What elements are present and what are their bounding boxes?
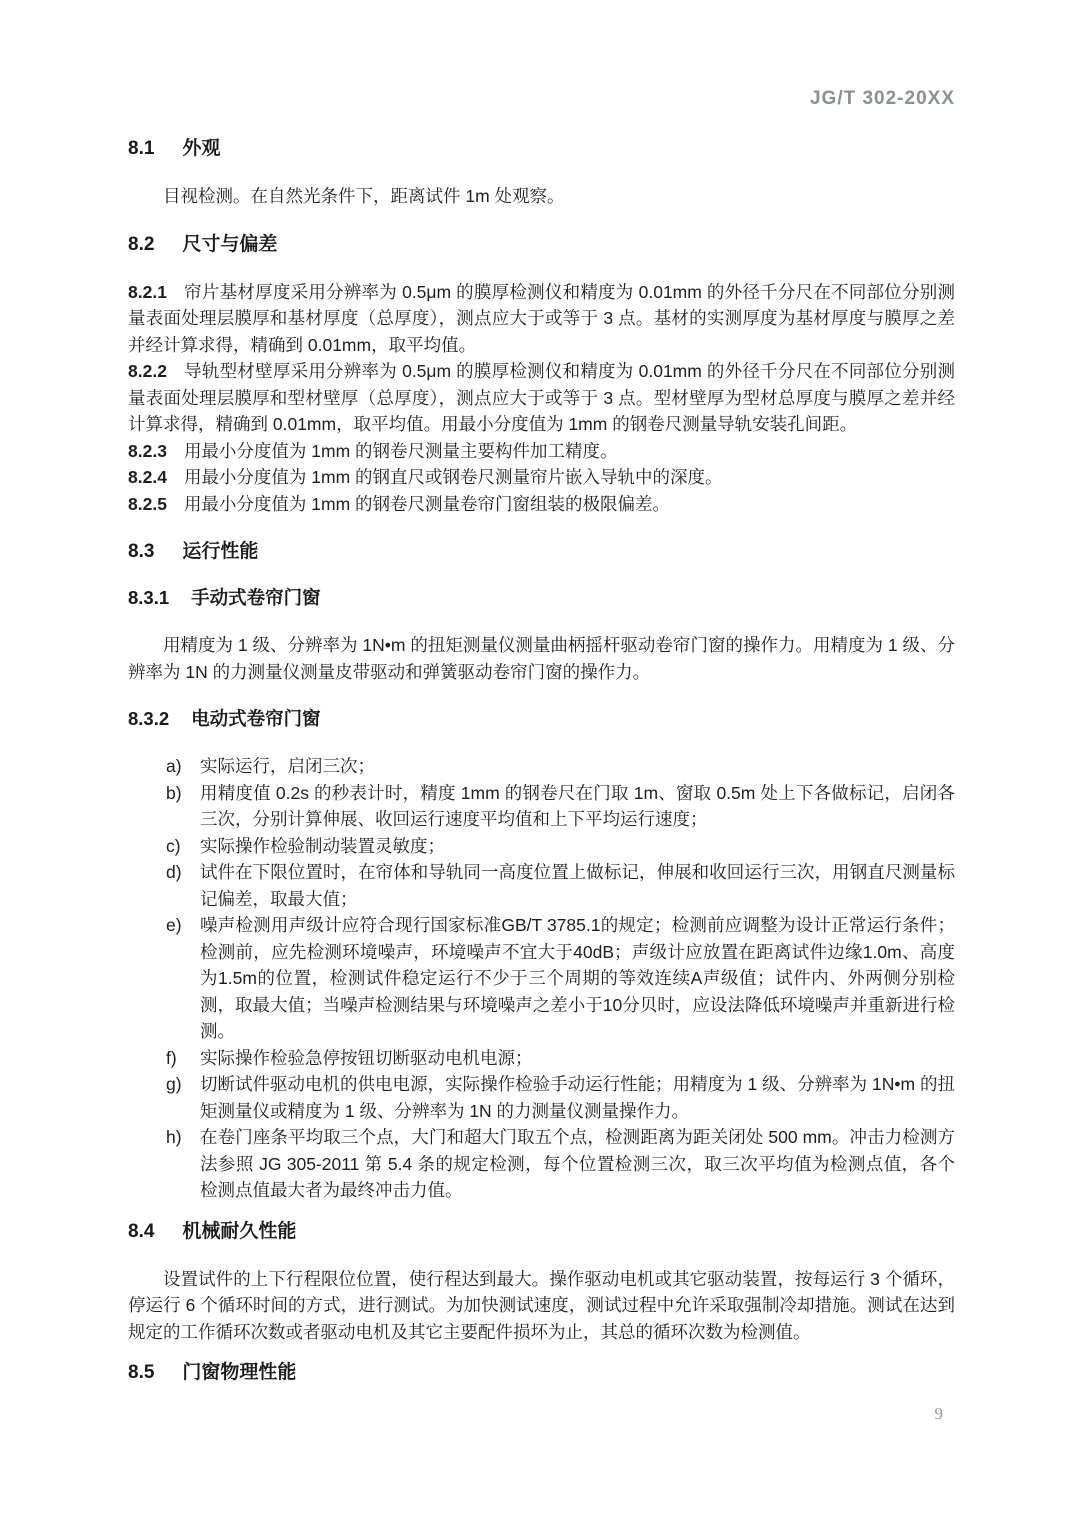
section-number: 8.1 [128, 138, 155, 159]
list-item-text: 切断试件驱动电机的供电电源，实际操作检验手动运行性能；用精度为 1 级、分辨率为 1N•m 的扭矩测量仪或精度为 1 级、分辨率为 1N 的力测量仪测量操作力。 [200, 1074, 955, 1121]
subsection-number: 8.3.2 [128, 708, 170, 729]
subsection-title: 手动式卷帘门窗 [191, 587, 321, 608]
list-item-c [128, 833, 955, 860]
alpha-list [128, 753, 955, 1204]
page-header [128, 88, 955, 114]
standard-code: JG/T 302-20XX [809, 88, 955, 109]
list-item-label: d) [166, 862, 182, 882]
clause-text: 用最小分度值为 1mm 的钢卷尺测量主要构件加工精度。 [183, 440, 618, 461]
clause-8-2-1 [128, 279, 955, 359]
subsection-heading-8-3-2 [128, 707, 955, 731]
list-item-h [128, 1124, 955, 1204]
list-item-label: c) [166, 835, 181, 856]
section-title: 运行性能 [182, 541, 259, 562]
list-item-text: 用精度值 0.2s 的秒表计时，精度 1mm 的钢卷尺在门取 1m、窗取 0.5m 处上下各做标记，启闭各三次，分别计算伸展、收回运行速度平均值和上下平均运行速度； [200, 782, 955, 829]
list-item-a [128, 753, 955, 780]
list-item-label: a) [166, 756, 182, 776]
list-item-text: 在卷门座条平均取三个点，大门和超大门取五个点，检测距离为距关闭处 500 mm。冲击力检测方法参照 JG 305-2011 第 5.4 条的规定检测，每个位置检测三次，取三次平均值为检测点值，各个检测点值最大者为最终冲击力值。 [200, 1127, 955, 1200]
body-paragraph: 设置试件的上下行程限位位置，使行程达到最大。操作驱动电机或其它驱动装置，按每运行 3 个循环，停运行 6 个循环时间的方式，进行测试。为加快测试速度，测试过程中允许采取强制冷却措施。测试在达到规定的工作循环次数或者驱动电机及其它主要配件损坏为止，其总的循环次数为检测值。 [128, 1268, 955, 1342]
list-item-text: 实际操作检验急停按钮切断驱动电机电源； [200, 1047, 533, 1068]
list-item-label: g) [166, 1074, 182, 1094]
clause-8-2-2 [128, 358, 955, 438]
clause-text: 帘片基材厚度采用分辨率为 0.5μm 的膜厚检测仪和精度为 0.01mm 的外径千分尺在不同部位分别测量表面处理层膜厚和基材厚度（总厚度），测点应大于或等于 3 点。基材的实测厚度为基材厚度与膜厚之差并经计算求得，精确到 0.01mm，取平均值。 [128, 281, 955, 355]
list-item-label: b) [166, 782, 182, 803]
clause-text: 用最小分度值为 1mm 的钢直尺或钢卷尺测量帘片嵌入导轨中的深度。 [183, 467, 723, 487]
clause-8-2-5 [128, 491, 955, 518]
clause-number: 8.2.1 [128, 281, 167, 302]
clause-number: 8.2.4 [128, 467, 167, 487]
section-number: 8.3 [128, 541, 155, 562]
list-item-text: 试件在下限位置时，在帘体和导轨同一高度位置上做标记，伸展和收回运行三次，用钢直尺测量标记偏差，取最大值； [200, 862, 955, 909]
section-title: 机械耐久性能 [182, 1220, 297, 1242]
list-item-e [128, 912, 955, 1045]
section-number: 8.5 [128, 1362, 155, 1383]
body-paragraph: 用精度为 1 级、分辨率为 1N•m 的扭矩测量仪测量曲柄摇杆驱动卷帘门窗的操作力。用精度为 1 级、分辨率为 1N 的力测量仪测量皮带驱动和弹簧驱动卷帘门窗的操作力。 [128, 635, 955, 682]
list-item-text: 实际运行，启闭三次； [200, 756, 375, 776]
subsection-title: 电动式卷帘门窗 [191, 708, 321, 729]
clause-number: 8.2.2 [128, 361, 167, 381]
subsection-number: 8.3.1 [128, 587, 170, 608]
list-item-g [128, 1071, 955, 1124]
clause-8-2-4 [128, 464, 955, 491]
list-item-label: e) [166, 915, 182, 935]
clause-text: 导轨型材壁厚采用分辨率为 0.5μm 的膜厚检测仪和精度为 0.01mm 的外径千分尺在不同部位分别测量表面处理层膜厚和型材壁厚（总厚度），测点应大于或等于 3 点。型材壁厚为型材总厚度与膜厚之差并经计算求得，精确到 0.01mm，取平均值。用最小分度值为 1mm 的钢卷尺测量导轨安装孔间距。 [128, 361, 955, 434]
page-number: 9 [934, 1404, 943, 1423]
clause-number: 8.2.3 [128, 440, 167, 461]
section-heading-8-5 [128, 1361, 955, 1385]
section-heading-8-1 [128, 137, 955, 161]
section-number: 8.2 [128, 233, 155, 255]
list-item-text: 实际操作检验制动装置灵敏度； [200, 835, 445, 856]
list-item-d [128, 859, 955, 912]
section-heading-8-4 [128, 1220, 955, 1244]
list-item-text: 噪声检测用声级计应符合现行国家标准GB/T 3785.1的规定；检测前应调整为设计正常运行条件；检测前，应先检测环境噪声，环境噪声不宜大于40dB；声级计应放置在距离试件边缘1.0m、高度为1.5m的位置，检测试件稳定运行不少于三个周期的等效连续A声级值；试件内、外两侧分别检测，取最大值；当噪声检测结果与环境噪声之差小于10分贝时，应设法降低环境噪声并重新进行检测。 [200, 915, 955, 1041]
section-title: 外观 [182, 138, 221, 159]
clause-8-2-3 [128, 438, 955, 465]
section-heading-8-3 [128, 540, 955, 564]
list-item-label: f) [166, 1047, 177, 1068]
section-number: 8.4 [128, 1220, 155, 1242]
section-heading-8-2 [128, 233, 955, 257]
section-title: 尺寸与偏差 [182, 233, 278, 255]
list-item-label: h) [166, 1127, 182, 1147]
list-item-f [128, 1045, 955, 1072]
section-title: 门窗物理性能 [182, 1362, 297, 1383]
subsection-heading-8-3-1 [128, 586, 955, 610]
clause-number: 8.2.5 [128, 493, 167, 514]
clause-text: 用最小分度值为 1mm 的钢卷尺测量卷帘门窗组装的极限偏差。 [183, 493, 671, 514]
list-item-b [128, 780, 955, 833]
body-paragraph: 目视检测。在自然光条件下，距离试件 1m 处观察。 [163, 186, 565, 206]
